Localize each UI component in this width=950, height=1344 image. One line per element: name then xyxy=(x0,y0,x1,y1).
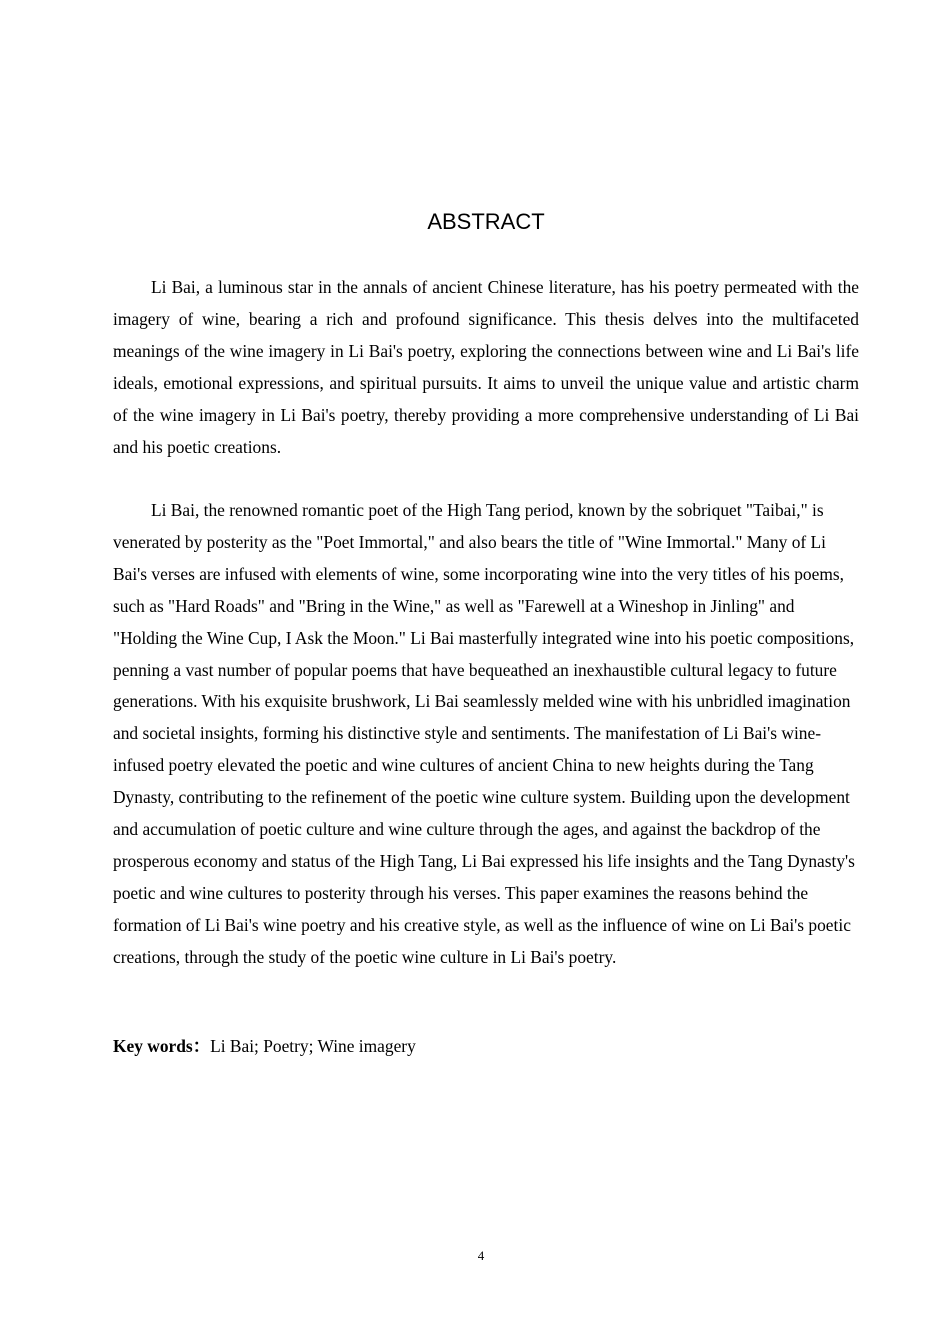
abstract-title: ABSTRACT xyxy=(427,209,545,234)
keywords-line xyxy=(113,1032,416,1060)
abstract-paragraph-2: Li Bai, the renowned romantic poet of the High Tang period, known by the sobriquet "Taibai," is venerated by posterity as the "Poet Immortal," and also bears the title of "Wine Immortal." Many of Li Bai's verses are infused with elements of wine, some incorporating wine into the very titles of his poems, such as "Hard Roads" and "Bring in the Wine," as well as "Farewell at a Wineshop in Jinling" and "Holding the Wine Cup, I Ask the Moon." Li Bai masterfully integrated wine into his poetic compositions, penning a vast number of popular poems that have bequeathed an inexhaustible cultural legacy to future generations. With his exquisite brushwork, Li Bai seamlessly melded wine with his unbridled imagination and societal insights, forming his distinctive style and sentiments. The manifestation of Li Bai's wine-infused poetry elevated the poetic and wine cultures of ancient China to new heights during the Tang Dynasty, contributing to the refinement of the poetic wine culture system. Building upon the development and accumulation of poetic culture and wine culture through the ages, and against the backdrop of the prosperous economy and status of the High Tang, Li Bai expressed his life insights and the Tang Dynasty's poetic and wine cultures to posterity through his verses. This paper examines the reasons behind the formation of Li Bai's wine poetry and his creative style, as well as the influence of wine on Li Bai's poetic creations, through the study of the poetic wine culture in Li Bai's poetry. xyxy=(113,500,855,967)
abstract-paragraph-1: Li Bai, a luminous star in the annals of ancient Chinese literature, has his poetry permeated with the imagery of wine, bearing a rich and profound significance. This thesis delves into the multifaceted meanings of the wine imagery in Li Bai's poetry, exploring the connections between wine and Li Bai's life ideals, emotional expressions, and spiritual pursuits. It aims to unveil the unique value and artistic charm of the wine imagery in Li Bai's poetry, thereby providing a more comprehensive understanding of Li Bai and his poetic creations. xyxy=(113,277,859,457)
keywords-text: Li Bai; Poetry; Wine imagery xyxy=(210,1036,416,1056)
keywords-label: Key words： xyxy=(113,1036,211,1056)
page-number: 4 xyxy=(477,1248,485,1263)
